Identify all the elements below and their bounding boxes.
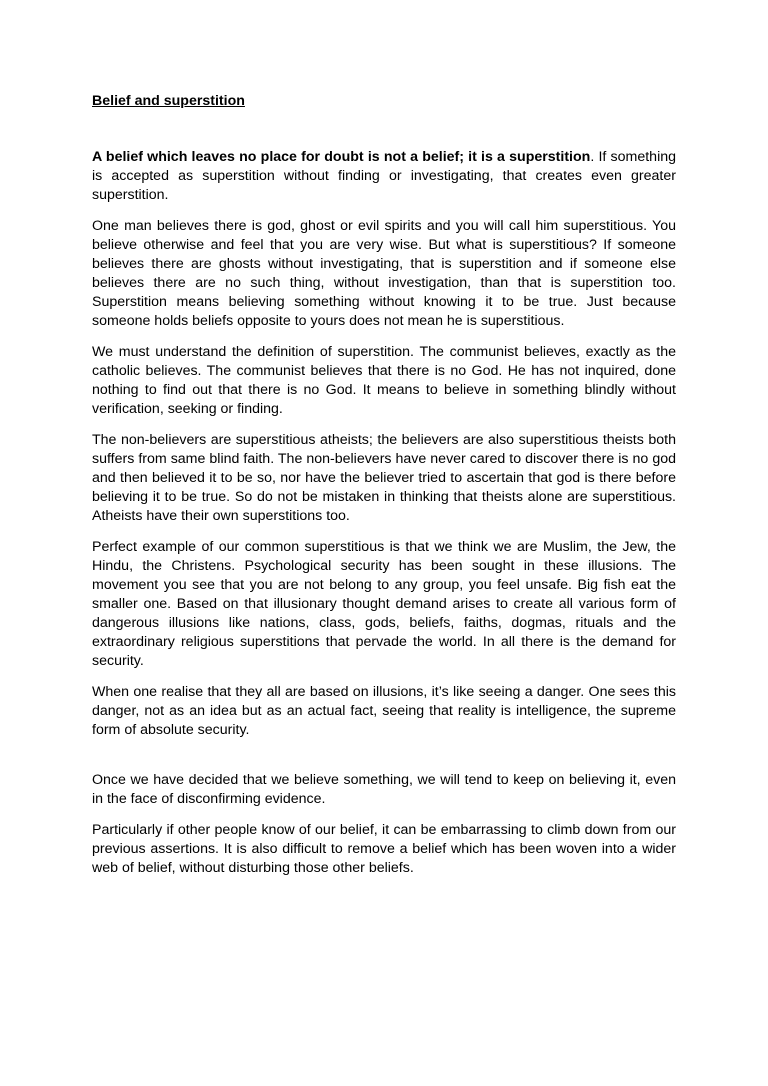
paragraph-1: One man believes there is god, ghost or evil spirits and you will call him superstitious. You believe otherwise and feel that you are very wise. But what is superstitious? If someone believes there are ghosts without investigating, that is superstition and if someone else believes there are no such thing, without investigation, than that is superstition too. Superstition means believing something without knowing it to be true. Just because someone holds beliefs opposite to yours does not mean he is superstitious.	[92, 218, 676, 329]
intro-lead-sentence: A belief which leaves no place for doubt is not a belief; it is a superstition	[92, 149, 591, 165]
document-body	[92, 92, 676, 890]
paragraph-3: The non-believers are superstitious atheists; the believers are also superstitious theists both suffers from same blind faith. The non-believers have never cared to discover there is no god and then believed it to be so, nor have the believer tried to ascertain that god is there before believing it to be true. So do not be mistaken in thinking that theists alone are superstitious. Atheists have their own superstitions too.	[92, 432, 676, 524]
document-title: Belief and superstition	[92, 93, 245, 109]
paragraph-5: When one realise that they all are based on illusions, it’s like seeing a danger. One sees this danger, not as an idea but as an actual fact, seeing that reality is intelligence, the supreme form of absolute security.	[92, 684, 676, 738]
paragraph-4: Perfect example of our common superstitious is that we think we are Muslim, the Jew, the Hindu, the Christens. Psychological security has been sought in these illusions. The movement you see that you are not belong to any group, you feel unsafe. Big fish eat the smaller one. Based on that illusionary thought demand arises to create all various form of dangerous illusions like nations, class, gods, beliefs, faiths, dogmas, rituals and the extraordinary religious superstitions that pervade the world. In all there is the demand for security.	[92, 539, 676, 669]
intro-paragraph	[92, 148, 676, 205]
paragraph-7: Particularly if other people know of our belief, it can be embarrassing to climb down from our previous assertions. It is also difficult to remove a belief which has been woven into a wider web of belief, without disturbing those other beliefs.	[92, 822, 676, 876]
paragraph-6: Once we have decided that we believe something, we will tend to keep on believing it, even in the face of disconfirming evidence.	[92, 772, 676, 807]
paragraph-2: We must understand the definition of superstition. The communist believes, exactly as the catholic believes. The communist believes that there is no God. He has not inquired, done nothing to find out that there is no God. It means to believe in something blindly without verification, seeking or finding.	[92, 344, 676, 417]
intro-rest: . If something is accepted as superstition without finding or investigating, that creates even greater superstition.	[92, 149, 676, 203]
